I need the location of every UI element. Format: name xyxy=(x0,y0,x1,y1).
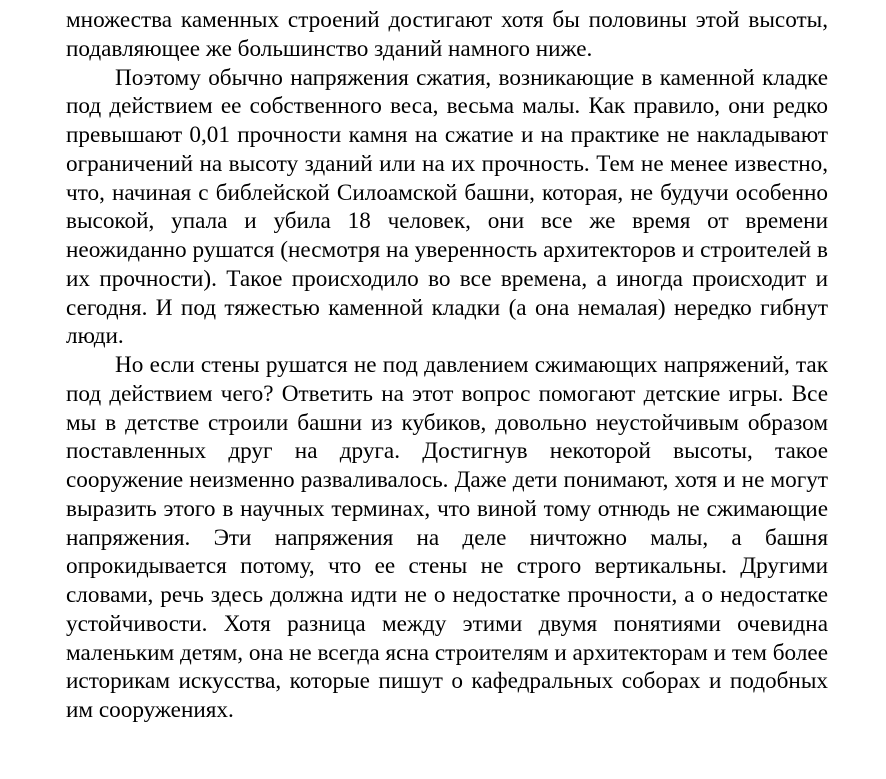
paragraph-stability: Но если стены рушатся не под давлением сжимающих напряжений, так под действием чего? Ответить на этот вопрос помогают детские игры. Все мы в детстве строили башни из кубиков, довольно неустойчивым образом поставленных друг на друга. Достигнув некоторой высоты, такое сооружение неизменно разваливалось. Даже дети понимают, хотя и не могут выразить этого в научных терминах, что виной тому отнюдь не сжимающие напряжения. Эти напряжения на деле ничтожно малы, а башня опрокидывается потому, что ее стены не строго вертикальны. Другими словами, речь здесь должна идти не о недостатке прочности, а о недостатке устойчивости. Хотя разница между этими двумя понятиями очевидна маленьким детям, она не всегда ясна строителям и архитекторам и тем более историкам искусства, которые пишут о кафедральных соборах и подобных им сооружениях. xyxy=(66,352,828,723)
paragraph-compression-stress: Поэтому обычно напряжения сжатия, возникающие в каменной кладке под действием ее собственного веса, весьма малы. Как правило, они редко превышают 0,01 прочности камня на сжатие и на практике не накладывают ограничений на высоту зданий или на их прочность. Тем не менее известно, что, начиная с библейской Силоамской башни, которая, не будучи особенно высокой, упала и убила 18 человек, они все же время от времени неожиданно рушатся (несмотря на уверенность архитекторов и строителей в их прочности). Такое происходило во все времена, а иногда происходит и сегодня. И под тяжестью каменной кладки (а она немалая) нередко гибнут люди. xyxy=(66,64,828,350)
paragraph-continuation: множества каменных строений достигают хотя бы половины этой высоты, подавляющее же большинство зданий намного ниже. xyxy=(66,7,828,62)
document-page xyxy=(66,6,828,725)
